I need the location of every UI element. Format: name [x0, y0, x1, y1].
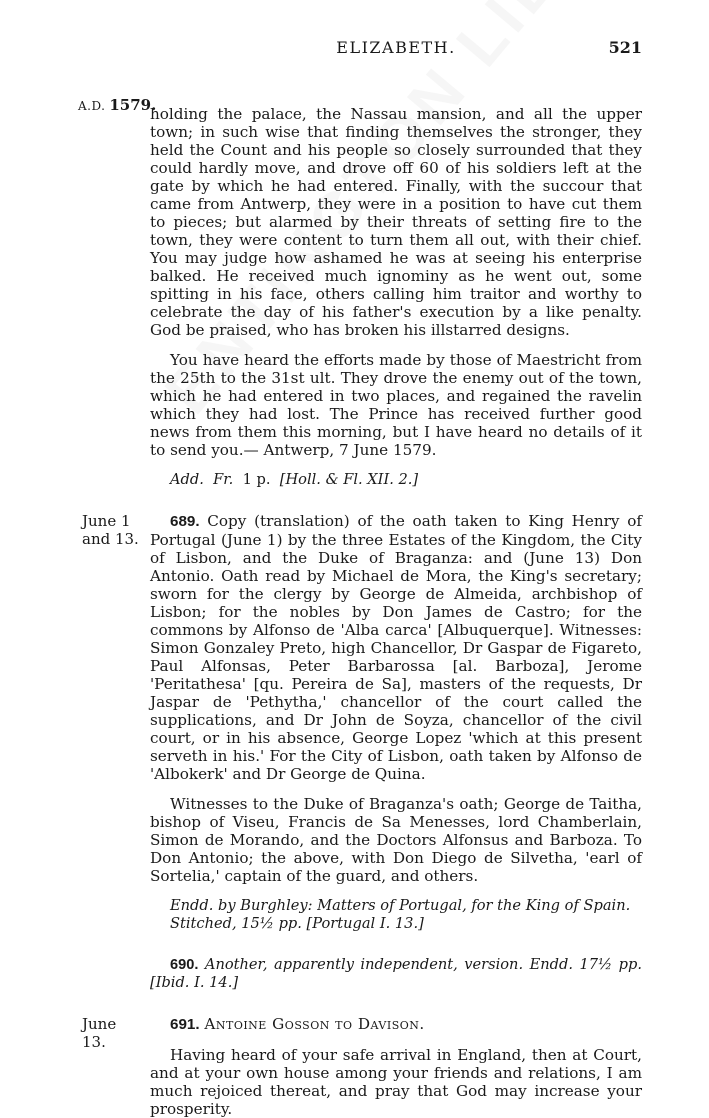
entry-691 — [82, 1015, 642, 1118]
entry-691-heading: Antoine Gosson to Davison. — [204, 1015, 425, 1033]
entry-690 — [150, 956, 642, 992]
entry-689-paragraph-2: Witnesses to the Duke of Braganza's oath; George de Taitha, bishop of Viseu, Francis de Sa Menesses, lord Chamberlain, Simon de Morando, and the Doctors Alfonsus and Barboza. To Don Antonio; the above, with Don Diego de Silvetha, 'earl of Sortelia,' captain of the guard, and others. — [150, 795, 642, 885]
page-number: 521 — [608, 38, 642, 57]
entry-689 — [82, 512, 642, 933]
note-add: Add. — [170, 471, 204, 488]
letter-source-note — [150, 471, 642, 489]
page-body — [82, 105, 643, 1118]
entry-689-endd-line2: Stitched, 15½ pp. [Portugal I. 13.] — [170, 915, 424, 932]
margin-year — [78, 96, 156, 114]
entry-689-text — [150, 512, 642, 783]
entry-689-date-line1: June 1 — [82, 512, 131, 530]
note-fr: Fr. — [213, 471, 234, 488]
margin-year-value: 1579. — [109, 96, 157, 114]
entry-689-endorsement — [150, 897, 642, 933]
entry-690-number: 690. — [170, 957, 199, 973]
page-header — [150, 38, 642, 62]
entry-689-number: 689. — [170, 513, 200, 530]
note-ref: [Holl. & Fl. XII. 2.] — [279, 471, 419, 488]
entry-691-heading-line — [150, 1015, 642, 1034]
letter-paragraph-1: holding the palace, the Nassau mansion, and all the upper town; in such wise that finding themselves the stronger, they held the Count and his people so closely surrounded that they could hardly move, and drove off 60 of his soldiers left at the gate by which he had entered. Finally, with the succour that came from Antwerp, they were in a position to have cut them to pieces; but alarmed by their threats of setting fire to the town, they were content to turn them all out, with their chief. You may judge how ashamed he was at seeing his enterprise balked. He received much ignominy as he went out, some spitting in his face, others calling him traitor and worthy to celebrate the day of his father's execution by a like penalty. God be praised, who has broken his illstarred designs. — [150, 105, 642, 339]
entry-689-body: Copy (translation) of the oath taken to King Henry of Portugal (June 1) by the three Estates of the Kingdom, the City of Lisbon, and the Duke of Braganza: and (June 13) Don Antonio. Oath read by Michael de Mora, the King's secretary; sworn for the clergy by George de Almeida, archbishop of Lisbon; for the nobles by Don James de Castro; for the commons by Alfonso de 'Alba carca' [Albuquerque]. Witnesses: Simon Gonzaley Preto, high Chancellor, Dr Gaspar de Figareto, Paul Alfonsas, Peter Barbarossa [al. Barboza], Jerome 'Peritathesa' [qu. Pereira de Sa], masters of the requests, Dr Jaspar de 'Pethytha,' chancellor of the court called the supplications, and Dr John de Soyza, chancellor of the civil court, or in his absence, George Lopez 'which at this present serveth in his.' For the City of Lisbon, oath taken by Alfonso de 'Albokerk' and Dr George de Quina. — [150, 512, 642, 783]
entry-689-endd-line1: Endd. by Burghley: Matters of Portugal, for the King of Spain. — [170, 897, 631, 914]
entry-690-text — [150, 956, 642, 992]
entry-691-number: 691. — [170, 1016, 200, 1033]
note-pages: 1 p. — [242, 471, 271, 488]
margin-year-prefix: A.D. — [78, 99, 106, 113]
entry-689-date-line2: and 13. — [82, 530, 139, 548]
entry-689-date — [82, 512, 142, 548]
entry-690-body: Another, apparently independent, version. Endd. 17½ pp. [Ibid. I. 14.] — [150, 956, 643, 991]
entry-691-date: June 13. — [82, 1015, 117, 1051]
entry-691-text: Having heard of your safe arrival in England, then at Court, and at your own house among your friends and relations, I am much rejoiced thereat, and pray that God may increase your prosperity. — [150, 1046, 642, 1118]
letter-paragraph-2: You have heard the efforts made by those of Maestricht from the 25th to the 31st ult. They drove the enemy out of the town, which he had entered in two places, and regained the ravelin which they had lost. The Prince has received further good news from them this morning, but I have heard no details of it to send you.— Antwerp, 7 June 1579. — [150, 351, 642, 459]
running-title: ELIZABETH. — [336, 38, 456, 57]
